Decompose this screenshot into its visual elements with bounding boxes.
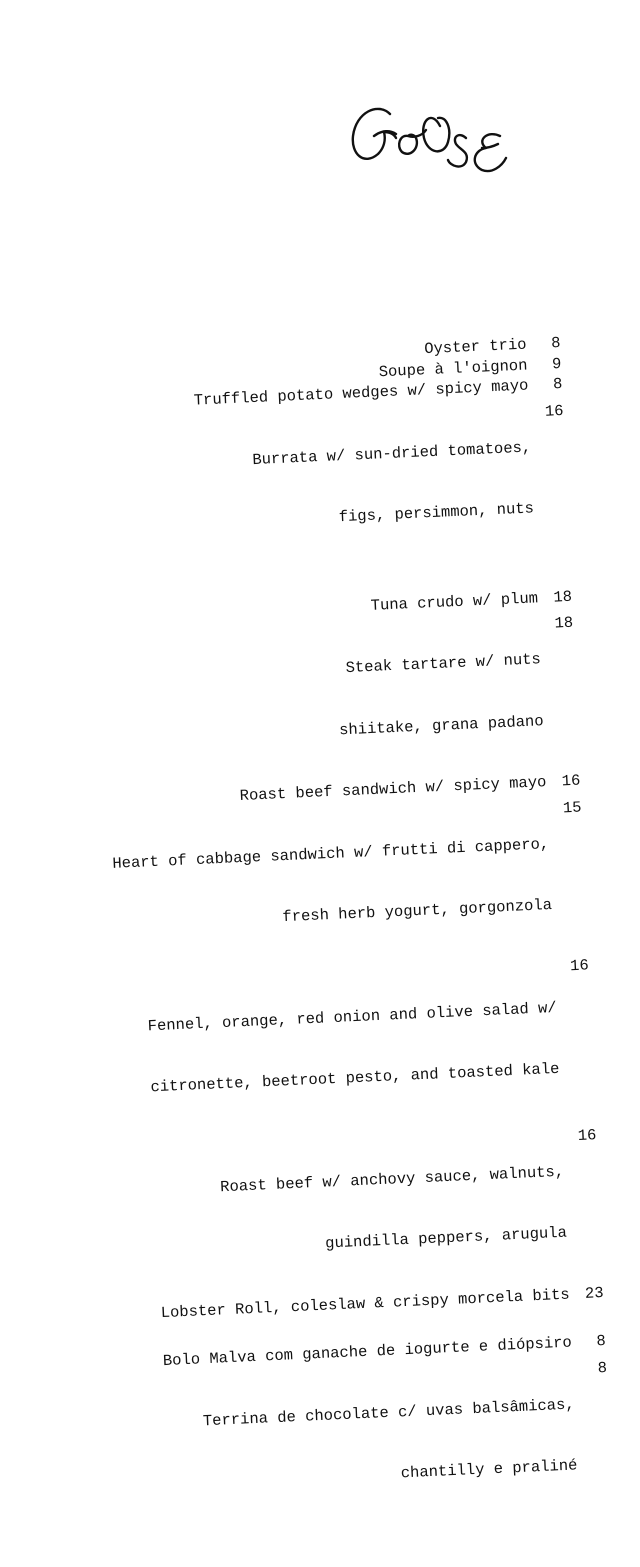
menu-item: [53, 607, 580, 794]
menu-item-name: Oyster trio: [423, 335, 527, 359]
menu-item-name: Steak tartare w/ nuts shiitake, grana padano: [338, 650, 544, 739]
menu-item-name: Roast beef sandwich w/ spicy mayo: [239, 773, 547, 805]
menu-item: [69, 955, 596, 1142]
menu-item-price: 16: [561, 771, 581, 791]
menu: [41, 333, 615, 1567]
menu-item-name: Burrata w/ sun-dried tomatoes, figs, persimmon, nuts: [251, 437, 535, 527]
menu-item-price: 16: [577, 1125, 597, 1145]
menu-section-mains: [52, 586, 604, 1326]
menu-item-name: Bolo Malva com ganache de iogurte e diópsiro: [162, 1333, 573, 1371]
menu-section-desserts: [86, 1331, 614, 1539]
menu-item: [61, 791, 588, 978]
menu-item-name: Roast beef w/ anchovy sauce, walnuts, guindilla peppers, arugula: [219, 1162, 568, 1253]
menu-item-name: Soupe à l'oignon: [378, 356, 528, 381]
menu-section-starters: [41, 333, 571, 582]
menu-item-name: Truffled potato wedges w/ spicy mayo: [193, 376, 529, 410]
menu-item-price: 16: [544, 401, 564, 421]
menu-item-price: 8: [552, 374, 563, 394]
menu-item-name: Heart of cabbage sandwich w/ frutti di cappero, fresh herb yogurt, gorgonzola: [112, 834, 553, 927]
menu-item-price: 16: [569, 955, 590, 975]
menu-item-price: 15: [562, 798, 582, 817]
menu-item-name: Fennel, orange, red onion and olive salad w/ citronette, beetroot pesto, and toasted kale: [147, 998, 560, 1097]
menu-item-price: 18: [554, 613, 574, 633]
menu-item: [43, 394, 570, 581]
goose-logo: [348, 96, 520, 188]
menu-item-price: 8: [550, 333, 561, 353]
menu-item-price: 23: [584, 1283, 604, 1303]
menu-item-price: 8: [597, 1358, 608, 1377]
menu-item-name: Lobster Roll, coleslaw & crispy morcela bits: [160, 1285, 571, 1322]
menu-item-price: 9: [551, 354, 562, 373]
menu-item: [76, 1119, 603, 1306]
menu-item-price: 8: [596, 1331, 607, 1351]
menu-item-name: Tuna crudo w/ plum: [370, 588, 539, 615]
menu-item-price: 18: [552, 587, 573, 607]
menu-item: [87, 1351, 614, 1538]
menu-item-name: Terrina de chocolate c/ uvas balsâmicas, chantilly e praliné: [202, 1394, 578, 1483]
